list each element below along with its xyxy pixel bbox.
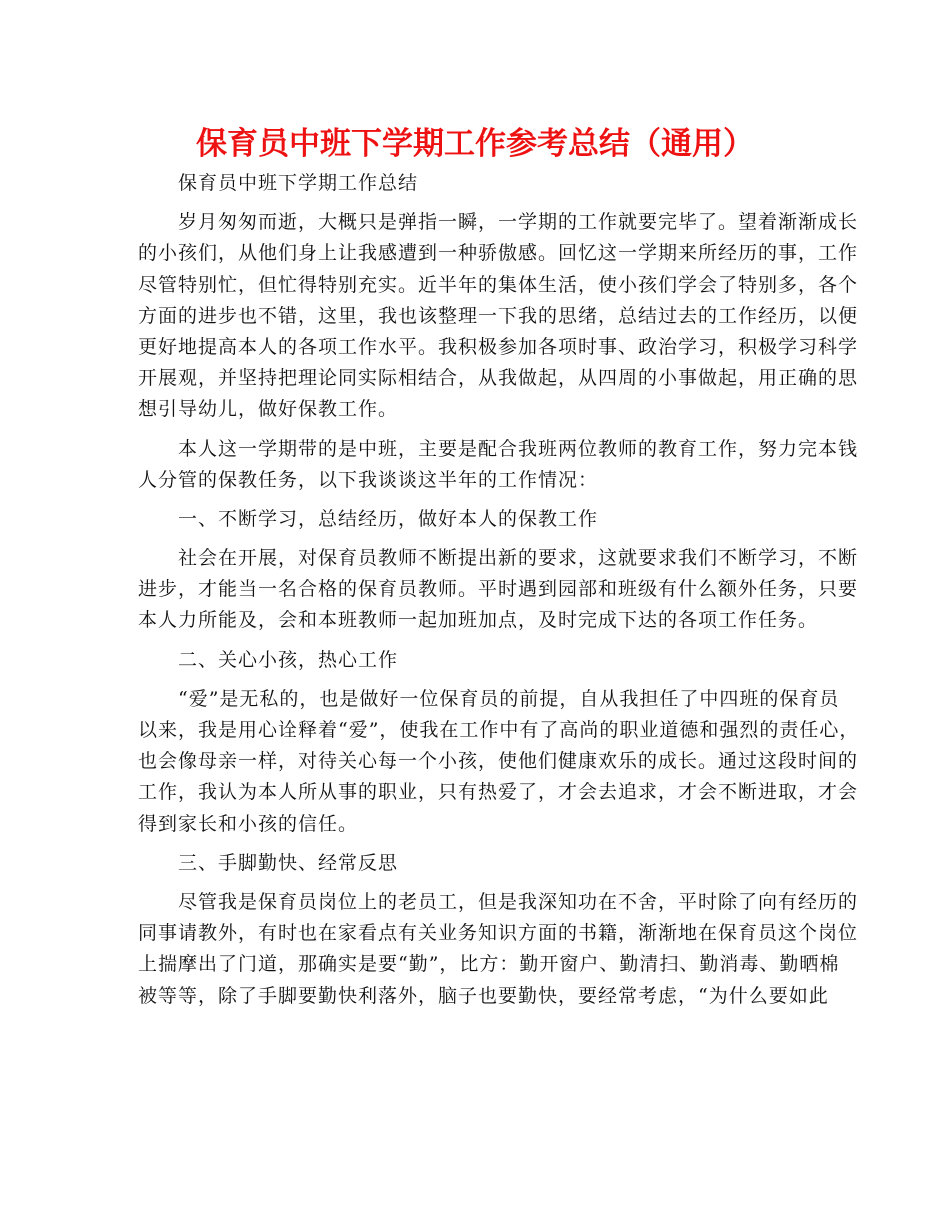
text-line: 的小孩们，从他们身上让我感遭到一种骄傲感。回忆这一学期来所经历的事，工作 xyxy=(138,242,859,265)
text-line: 一、不断学习，总结经历，做好本人的保教工作 xyxy=(178,507,599,530)
text-line: 社会在开展，对保育员教师不断提出新的要求，这就要求我们不断学习，不断 xyxy=(178,547,859,570)
text-line: 二、关心小孩，热心工作 xyxy=(178,648,399,671)
text-line: 进步，才能当一名合格的保育员教师。平时遇到园部和班级有什么额外任务，只要 xyxy=(138,578,859,601)
text-line: 更好地提高本人的各项工作水平。我积极参加各项时事、政治学习，积极学习科学 xyxy=(138,335,859,358)
text-line: 得到家长和小孩的信任。 xyxy=(138,812,359,835)
text-line: 也会像母亲一样，对待关心每一个小孩，使他们健康欢乐的成长。通过这段时间的 xyxy=(138,750,859,773)
text-line: 保育员中班下学期工作总结 xyxy=(178,172,419,194)
text-line: 开展观，并坚持把理论同实际相结合，从我做起，从四周的小事做起，用正确的思 xyxy=(138,367,859,390)
text-line: 想引导幼儿，做好保教工作。 xyxy=(138,398,399,421)
text-line: 上揣摩出了门道，那确实是要“勤”，比方：勤开窗户、勤清扫、勤消毒、勤晒棉 xyxy=(138,953,840,976)
text-line: 被等等，除了手脚要勤快利落外，脑子也要勤快，要经常考虑，“为什么要如此 xyxy=(138,984,829,1007)
text-line: 尽管特别忙，但忙得特别充实。近半年的集体生活，使小孩们学会了特别多，各个 xyxy=(138,273,859,296)
text-line: 本人这一学期带的是中班，主要是配合我班两位教师的教育工作，努力完本钱 xyxy=(178,437,859,460)
text-line: 本人力所能及，会和本班教师一起加班加点，及时完成下达的各项工作任务。 xyxy=(138,609,819,632)
text-line: 三、手脚勤快、经常反思 xyxy=(178,851,399,874)
document-title: 保育员中班下学期工作参考总结（通用） xyxy=(196,126,754,162)
text-line: 以来，我是用心诠释着“爱”，使我在工作中有了高尚的职业道德和强烈的责任心， xyxy=(138,719,860,741)
text-line: 方面的进步也不错，这里，我也该整理一下我的思绪，总结过去的工作经历，以便 xyxy=(138,304,859,327)
document-body xyxy=(138,168,860,1012)
text-line: 工作，我认为本人所从事的职业，只有热爱了，才会去追求，才会不断进取，才会 xyxy=(138,781,859,804)
text-line: 人分管的保教任务，以下我谈谈这半年的工作情况： xyxy=(138,468,599,491)
text-line: 尽管我是保育员岗位上的老员工，但是我深知功在不舍，平时除了向有经历的 xyxy=(178,890,859,913)
text-line: “爱”是无私的，也是做好一位保育员的前提，自从我担任了中四班的保育员 xyxy=(178,687,840,710)
text-line: 岁月匆匆而逝，大概只是弹指一瞬，一学期的工作就要完毕了。望着渐渐成长 xyxy=(178,211,859,234)
text-line: 同事请教外，有时也在家看点有关业务知识方面的书籍，渐渐地在保育员这个岗位 xyxy=(138,922,859,945)
